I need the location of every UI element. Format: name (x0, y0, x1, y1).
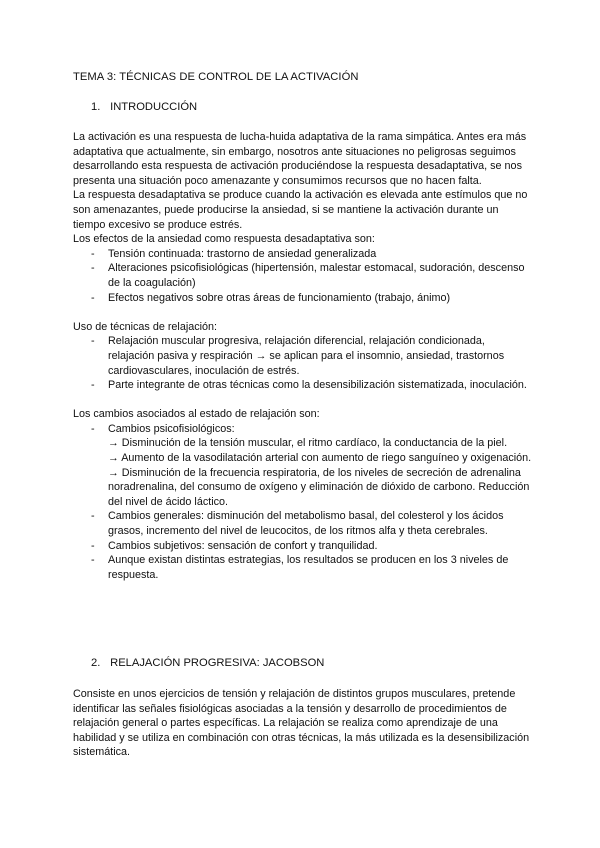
list-item: - Parte integrante de otras técnicas como la desensibilización sistematizada, inoculación. (73, 378, 533, 393)
list-item: - Relajación muscular progresiva, relajación diferencial, relajación condicionada, relajación pasiva y respiración → se aplican para el insomnio, ansiedad, trastornos cardiovasculares, inoculación de estrés. (73, 334, 533, 378)
jacobson-paragraph: Consiste en unos ejercicios de tensión y relajación de distintos grupos musculares, pretende identificar las señales fisiológicas asociadas a la tensión y desarrollo de procedimientos de relajación general o partes específicas. La relajación se realiza como aprendizaje de una habilidad y se utiliza en combinación con otras técnicas, la más utilizada es la desensibilización sistemática. (73, 688, 530, 759)
list-item: - Efectos negativos sobre otras áreas de funcionamiento (trabajo, ánimo) (73, 291, 533, 306)
list-item: - Aunque existan distintas estrategias, los resultados se producen en los 3 niveles de respuesta. (73, 553, 533, 582)
physio-sub-item: → Disminución de la tensión muscular, el ritmo cardíaco, la conductancia de la piel. (108, 437, 508, 450)
intro-paragraph-1: La activación es una respuesta de lucha-huida adaptativa de la rama simpática. Antes era más adaptativa que actualmente, sin embargo, nosotros ante situaciones no peligrosas seguimos desarrollando esta respuesta de activación produciéndose la respuesta desadaptativa, se nos presenta una situación poco amenazante y consumimos recursos que no hacen falta. (73, 131, 527, 187)
document-title: TEMA 3: TÉCNICAS DE CONTROL DE LA ACTIVACIÓN (73, 71, 359, 83)
section-2-title: RELAJACIÓN PROGRESIVA: JACOBSON (110, 657, 325, 669)
section-2-number: 2. (91, 657, 101, 669)
intro-paragraph-3: Los efectos de la ansiedad como respuesta desadaptativa son: (73, 233, 375, 246)
uses-list (73, 334, 533, 392)
section-2-heading (91, 657, 324, 669)
section-2-body (73, 687, 533, 760)
section-1-title: INTRODUCCIÓN (110, 101, 198, 113)
physio-sub-item: → Aumento de la vasodilatación arterial con aumento de riego sanguíneo y oxigenación. (108, 452, 532, 465)
section-1-body (73, 130, 533, 582)
list-item: - Alteraciones psicofisiológicas (hipertensión, malestar estomacal, sudoración, descenso de la coagulación) (73, 261, 533, 290)
effects-list (73, 247, 533, 305)
intro-paragraph-2: La respuesta desadaptativa se produce cuando la activación es elevada ante estímulos que no son amenazantes, puede producirse la ansiedad, si se mantiene la activación durante un tiempo excesivo se produce estrés. (73, 189, 528, 231)
section-1-number: 1. (91, 101, 101, 113)
changes-list (73, 422, 533, 583)
uses-heading: Uso de técnicas de relajación: (73, 320, 218, 333)
list-item (73, 422, 533, 510)
list-item: - Tensión continuada: trastorno de ansiedad generalizada (73, 247, 533, 262)
physio-label: - Cambios psicofisiológicos: (108, 422, 235, 435)
physio-sub-item: → Disminución de la frecuencia respiratoria, de los niveles de secreción de adrenalina noradrenalina, del consumo de oxígeno y eliminación de dióxido de carbono. Reducción del nivel de ácido láctico. (108, 466, 530, 508)
list-item: - Cambios generales: disminución del metabolismo basal, del colesterol y los ácidos grasos, incremento del nivel de leucocitos, de los ritmos alfa y theta cerebrales. (73, 509, 533, 538)
section-1-heading (91, 101, 197, 113)
list-item: - Cambios subjetivos: sensación de confort y tranquilidad. (73, 539, 533, 554)
changes-heading: Los cambios asociados al estado de relajación son: (73, 408, 320, 421)
